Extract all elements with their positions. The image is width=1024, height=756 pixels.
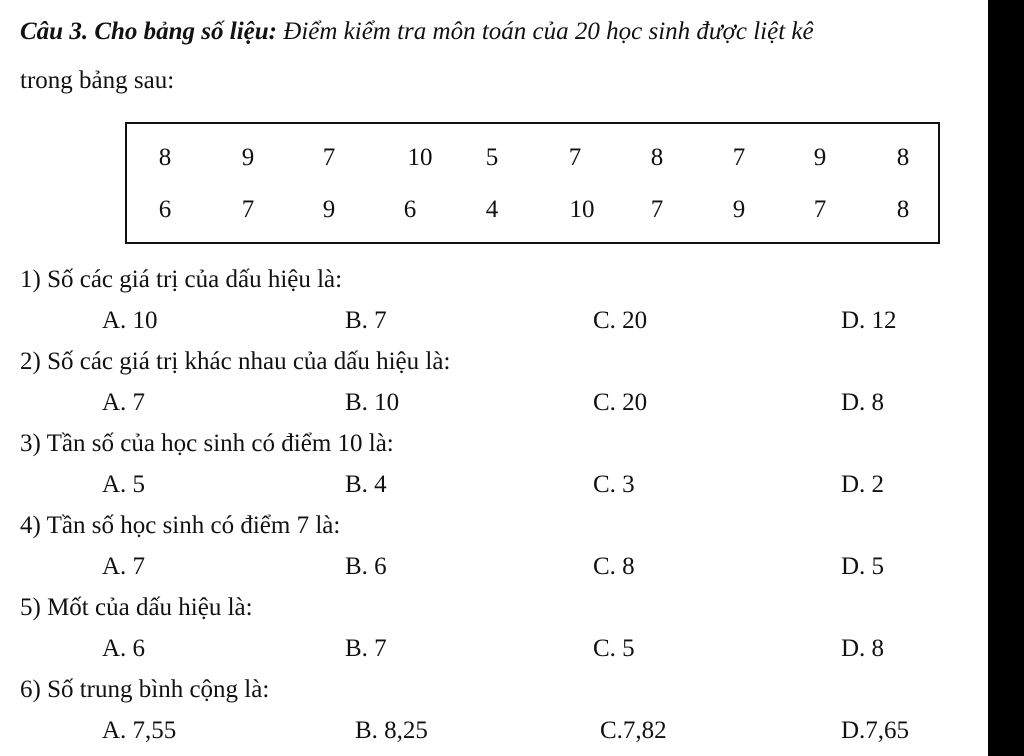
table-cell: 10 — [569, 196, 595, 223]
question-3: 3) Tần số của học sinh có điểm 10 là: — [20, 430, 394, 457]
q5-option-c: C. 5 — [593, 635, 635, 662]
table-cell: 7 — [650, 196, 664, 223]
table-cell: 9 — [241, 144, 255, 171]
table-cell: 8 — [158, 144, 172, 171]
question-4: 4) Tần số học sinh có điểm 7 là: — [20, 512, 341, 539]
table-cell: 10 — [407, 144, 433, 171]
table-cell: 5 — [485, 144, 499, 171]
question-1: 1) Số các giá trị của dấu hiệu là: — [20, 266, 343, 293]
table-cell: 8 — [896, 196, 910, 223]
table-cell: 9 — [813, 144, 827, 171]
q6-option-a: A. 7,55 — [102, 717, 177, 744]
q6-option-b: B. 8,25 — [355, 717, 428, 744]
table-cell: 7 — [732, 144, 746, 171]
q6-option-c: C.7,82 — [600, 717, 667, 744]
table-cell: 6 — [403, 196, 417, 223]
q3-option-c: C. 3 — [593, 471, 635, 498]
q3-option-b: B. 4 — [345, 471, 387, 498]
table-cell: 8 — [650, 144, 664, 171]
table-cell: 7 — [241, 196, 255, 223]
q5-option-d: D. 8 — [841, 635, 885, 662]
q1-option-c: C. 20 — [593, 307, 648, 334]
question-5: 5) Mốt của dấu hiệu là: — [20, 594, 253, 621]
q4-option-c: C. 8 — [593, 553, 635, 580]
q3-option-a: A. 5 — [102, 471, 146, 498]
score-table — [125, 122, 940, 244]
q6-option-d: D.7,65 — [841, 717, 910, 744]
q1-option-d: D. 12 — [841, 307, 897, 334]
q2-option-b: B. 10 — [345, 389, 400, 416]
table-cell: 4 — [485, 196, 499, 223]
question-heading — [20, 18, 814, 46]
question-6: 6) Số trung bình cộng là: — [20, 676, 270, 703]
q4-option-b: B. 6 — [345, 553, 387, 580]
q5-option-b: B. 7 — [345, 635, 387, 662]
q4-option-a: A. 7 — [102, 553, 146, 580]
q5-option-a: A. 6 — [102, 635, 146, 662]
q2-option-c: C. 20 — [593, 389, 648, 416]
table-cell: 7 — [813, 196, 827, 223]
q3-option-d: D. 2 — [841, 471, 885, 498]
question-heading-line2: trong bảng sau: — [20, 67, 175, 94]
q2-option-a: A. 7 — [102, 389, 146, 416]
question-heading-lead: Câu 3. Cho bảng số liệu: — [20, 18, 278, 45]
table-cell: 9 — [732, 196, 746, 223]
q1-option-a: A. 10 — [102, 307, 158, 334]
q2-option-d: D. 8 — [841, 389, 885, 416]
question-heading-text: Điểm kiểm tra môn toán của 20 học sinh được liệt kê — [277, 18, 814, 45]
q1-option-b: B. 7 — [345, 307, 387, 334]
table-cell: 8 — [896, 144, 910, 171]
table-cell: 9 — [322, 196, 336, 223]
q4-option-d: D. 5 — [841, 553, 885, 580]
table-cell: 7 — [568, 144, 582, 171]
table-cell: 6 — [158, 196, 172, 223]
question-2: 2) Số các giá trị khác nhau của dấu hiệu là: — [20, 348, 451, 375]
table-cell: 7 — [322, 144, 336, 171]
